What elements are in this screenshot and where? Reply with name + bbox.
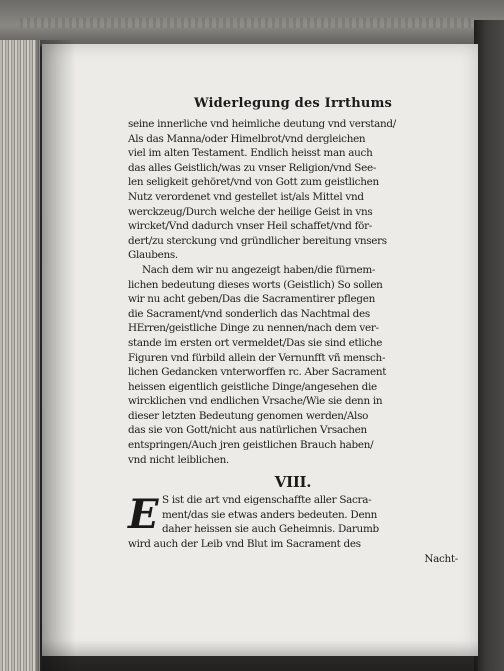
text-line: Als das Manna/oder Himelbrot/vnd dergleichen: [128, 132, 366, 145]
text-line: entspringen/Auch jren geistlichen Brauch haben/: [128, 439, 374, 452]
text-line: vnd nicht leiblichen.: [128, 453, 229, 466]
text-line: die Sacrament/vnd sonderlich das Nachtmal des: [128, 307, 370, 320]
text-line: das sie von Gott/nicht aus natürlichen Vrsachen: [128, 424, 367, 437]
text-line: Nacht-: [424, 552, 458, 565]
text-line: Nutz verordenet vnd gestellet ist/als Mittel vnd: [128, 190, 364, 203]
paragraph-3: [128, 493, 458, 566]
paragraph-1: [128, 117, 458, 263]
text-line: wir nu acht geben/Das die Sacramentirer pflegen: [128, 293, 375, 306]
gutter-shadow: [36, 40, 76, 671]
text-line: seine innerliche vnd heimliche deutung vnd verstand/: [128, 118, 396, 130]
text-line: werckzeug/Durch welche der heilige Geist in vns: [128, 205, 373, 218]
drop-cap-initial: E: [128, 491, 159, 539]
text-line: daher heissen sie auch Geheimnis. Darumb: [162, 523, 379, 536]
text-line: Nach dem wir nu angezeigt haben/die fürnem-: [142, 263, 376, 276]
text-line: dert/zu sterckung vnd gründlicher bereitung vnsers: [128, 234, 387, 247]
text-line: wird auch der Leib vnd Blut im Sacrament des: [128, 538, 361, 551]
page-bottom-shadow: [42, 640, 478, 671]
book-cover-right: [474, 20, 504, 671]
text-line: das alles Geistlich/was zu vnser Religion/vnd See-: [128, 161, 377, 174]
text-line: heissen eigentlich geistliche Dinge/angesehen die: [128, 380, 377, 393]
text-line: wircklichen vnd endlichen Vrsache/Wie sie denn in: [128, 395, 383, 408]
page-edges: [0, 40, 40, 671]
text-line: dieser letzten Bedeutung genomen werden/Also: [128, 409, 369, 422]
text-line: lichen bedeutung dieses worts (Geistlich) So sollen: [128, 278, 383, 291]
text-block: [128, 96, 458, 566]
text-line: Figuren vnd fürbild allein der Vernunfft vñ mensch-: [128, 351, 386, 364]
paragraph-2: [128, 263, 458, 467]
running-head: Widerlegung des Irrthums: [193, 96, 393, 111]
text-line: HErren/geistliche Dinge zu nennen/nach dem ver-: [128, 322, 379, 335]
text-line: S ist die art vnd eigenschaffte aller Sacra-: [162, 494, 372, 507]
chapter-heading: VIII.: [274, 473, 312, 492]
text-line: stande im ersten ort vermeldet/Das sie sind etliche: [128, 336, 383, 349]
text-line: Glaubens.: [128, 249, 178, 262]
text-line: ment/das sie etwas anders bedeuten. Denn: [162, 508, 378, 521]
text-line: len seligkeit gehöret/vnd von Gott zum geistlichen: [128, 176, 379, 189]
text-line: viel im alten Testament. Endlich heisst man auch: [128, 147, 373, 160]
text-line: wircket/Vnd dadurch vnser Heil schaffet/vnd för-: [128, 220, 372, 233]
text-line: lichen Gedancken vnterworffen rc. Aber Sacrament: [128, 366, 387, 379]
